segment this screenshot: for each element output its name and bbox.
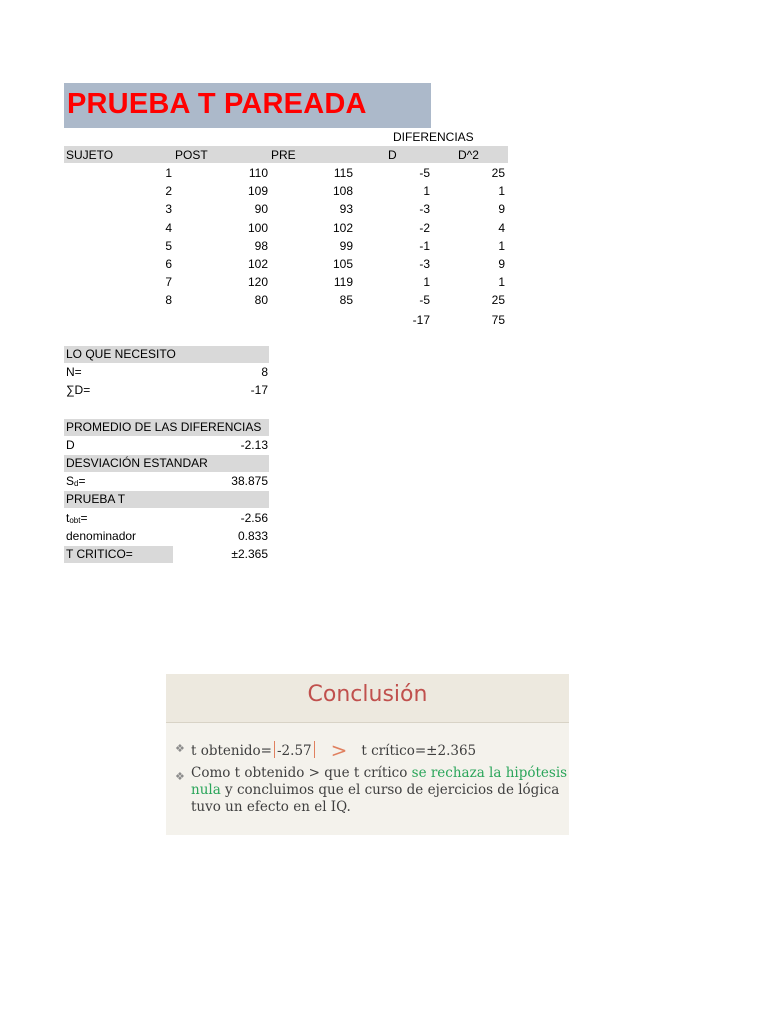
- conclusion-divider: [166, 722, 569, 723]
- sd-header: DESVIACIÓN ESTANDAR: [66, 456, 208, 470]
- cell-pre: 108: [332, 184, 353, 199]
- cell-post: 110: [248, 166, 268, 180]
- abs-bar-right: [314, 741, 315, 758]
- cell-d2: 4: [498, 220, 505, 235]
- cell-sujeto: 5: [165, 238, 172, 253]
- cell-sujeto: 7: [165, 275, 172, 290]
- tobt-symbol: t: [66, 511, 70, 525]
- mean-label: D: [66, 438, 75, 452]
- cell-d: -3: [419, 257, 430, 271]
- cell-sujeto: 1: [165, 166, 172, 180]
- cell-post: 98: [254, 238, 268, 253]
- sd-symbol: S: [66, 474, 75, 488]
- cell-sujeto: 6: [165, 257, 172, 271]
- t-critical-text: t crítico=±2.365: [361, 743, 477, 759]
- cell-d2: 1: [498, 238, 505, 253]
- cell-d: -3: [419, 202, 430, 217]
- conclusion-line-4: tuvo un efecto en el IQ.: [191, 799, 351, 815]
- cell-d2: 25: [491, 293, 505, 308]
- cell-pre: 119: [333, 275, 353, 290]
- denominator-value: 0.833: [237, 529, 268, 543]
- tobt-label: [66, 510, 87, 529]
- cell-pre: 102: [332, 220, 353, 235]
- n-value: 8: [261, 365, 268, 379]
- conclusion-highlight-b: nula: [191, 782, 221, 798]
- total-d: -17: [412, 313, 430, 327]
- cell-post: 80: [254, 293, 268, 308]
- cell-post: 109: [247, 184, 268, 199]
- cell-d: 1: [423, 275, 430, 290]
- title-banner: [64, 83, 431, 128]
- abs-bar-left: [274, 741, 275, 758]
- cell-post: 102: [247, 257, 268, 271]
- cell-d: -5: [419, 293, 430, 308]
- mean-value: -2.13: [240, 438, 268, 452]
- cell-pre: 85: [339, 293, 353, 308]
- denominator-label: denominador: [66, 529, 137, 543]
- cell-d2: 1: [498, 184, 505, 199]
- tcrit-value: ±2.365: [231, 547, 268, 561]
- tcrit-label: T CRITICO=: [66, 547, 133, 561]
- conclusion-highlight-a: se rechaza la hipótesis: [411, 765, 568, 781]
- conclusion-line-2: [191, 765, 567, 781]
- t-obtained-label: t obtenido=: [191, 743, 272, 759]
- col-header-post: POST: [175, 148, 208, 162]
- cell-post: 120: [247, 275, 268, 290]
- cell-sujeto: 8: [165, 293, 172, 308]
- page-title: PRUEBA T PAREADA: [67, 88, 367, 120]
- conclusion-line-3: [191, 782, 559, 798]
- cell-pre: 93: [339, 202, 353, 217]
- sd-subscript: d: [74, 479, 79, 488]
- cell-sujeto: 2: [165, 184, 172, 199]
- cell-d2: 25: [491, 166, 505, 180]
- col-header-sujeto: SUJETO: [66, 148, 114, 162]
- col-header-d2: D^2: [458, 148, 479, 162]
- cell-d2: 9: [498, 202, 505, 217]
- t-header: PRUEBA T: [66, 492, 126, 506]
- cell-pre: 99: [339, 238, 353, 253]
- cell-pre: 105: [332, 257, 353, 271]
- tobt-equals: =: [80, 511, 88, 525]
- cell-post: 100: [247, 220, 268, 235]
- cell-d2: 9: [498, 257, 505, 271]
- tobt-subscript: obt: [69, 516, 81, 525]
- cell-d: -2: [419, 220, 430, 235]
- cell-pre: 115: [333, 166, 353, 180]
- total-d2: 75: [491, 313, 505, 327]
- sd-value: 38.875: [231, 474, 268, 488]
- sum-d-value: -17: [250, 383, 268, 397]
- conclusion-line-1: [191, 738, 476, 762]
- n-label: N=: [66, 365, 82, 379]
- group-header-diferencias: DIFERENCIAS: [393, 130, 474, 144]
- conclusion-slide: [166, 674, 569, 835]
- mean-header: PROMEDIO DE LAS DIFERENCIAS: [66, 420, 262, 434]
- cell-d: -1: [419, 238, 430, 253]
- greater-than-symbol: >: [330, 738, 348, 762]
- conclusion-text-b: y concluimos que el curso de ejercicios de lógica: [220, 782, 560, 798]
- sd-label: [66, 473, 85, 492]
- cell-sujeto: 4: [165, 220, 172, 235]
- col-header-pre: PRE: [271, 148, 296, 162]
- cell-post: 90: [254, 202, 268, 217]
- needs-header: LO QUE NECESITO: [66, 347, 176, 361]
- cell-sujeto: 3: [165, 202, 172, 217]
- bullet-icon: ❖: [175, 742, 185, 755]
- conclusion-title: Conclusión: [307, 682, 428, 707]
- cell-d: 1: [423, 184, 430, 199]
- sd-equals: =: [78, 474, 86, 488]
- col-header-d: D: [388, 148, 397, 162]
- tobt-value: -2.56: [240, 511, 268, 525]
- conclusion-text-a: Como t obtenido > que t crítico: [191, 765, 412, 781]
- bullet-icon: ❖: [175, 770, 185, 783]
- t-obtained-value: -2.57: [277, 743, 312, 759]
- sum-d-label: ∑D=: [66, 383, 91, 397]
- cell-d: -5: [419, 166, 430, 180]
- cell-d2: 1: [498, 275, 505, 290]
